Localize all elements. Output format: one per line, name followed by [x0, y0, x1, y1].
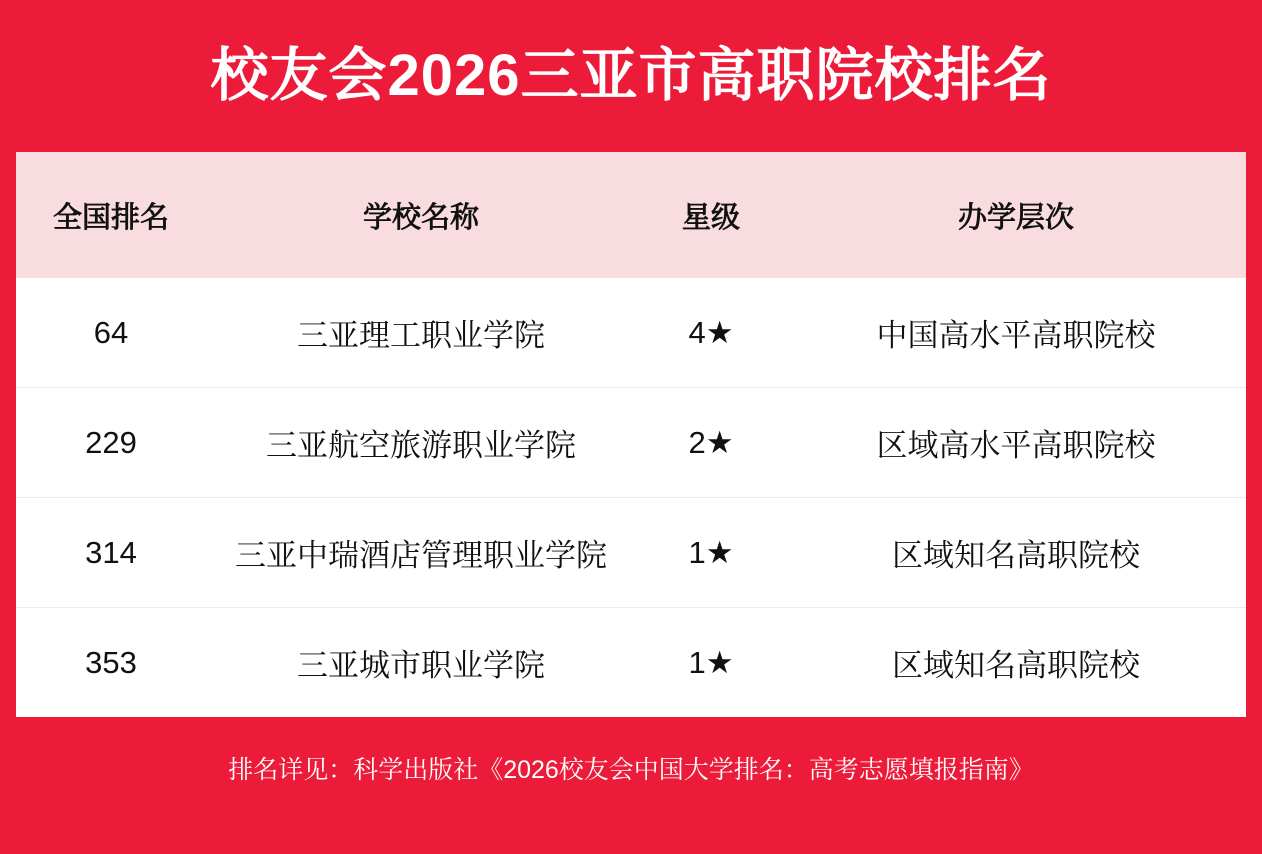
cell-star-rating: 1★ — [636, 498, 786, 608]
table-row — [16, 388, 1246, 498]
column-header-level: 办学层次 — [786, 152, 1246, 278]
title-bar — [0, 0, 1262, 152]
table-row — [16, 498, 1246, 608]
cell-rank: 353 — [16, 608, 206, 718]
cell-rank: 229 — [16, 388, 206, 498]
table-header — [16, 152, 1246, 278]
table-row — [16, 278, 1246, 388]
cell-star-rating: 1★ — [636, 608, 786, 718]
footer-note: 排名详见：科学出版社《2026校友会中国大学排名：高考志愿填报指南》 — [228, 756, 1034, 784]
cell-school-name: 三亚理工职业学院 — [206, 278, 636, 388]
column-header-rank: 全国排名 — [16, 152, 206, 278]
page-title: 校友会2026三亚市高职院校排名 — [210, 43, 1052, 108]
ranking-table-container — [16, 152, 1246, 717]
cell-level: 区域知名高职院校 — [786, 608, 1246, 718]
column-header-name: 学校名称 — [206, 152, 636, 278]
cell-school-name: 三亚中瑞酒店管理职业学院 — [206, 498, 636, 608]
table-body — [16, 278, 1246, 717]
cell-star-rating: 4★ — [636, 278, 786, 388]
cell-school-name: 三亚航空旅游职业学院 — [206, 388, 636, 498]
cell-school-name: 三亚城市职业学院 — [206, 608, 636, 718]
table-row — [16, 608, 1246, 718]
footer-bar — [0, 717, 1262, 819]
cell-star-rating: 2★ — [636, 388, 786, 498]
cell-level: 区域知名高职院校 — [786, 498, 1246, 608]
cell-rank: 64 — [16, 278, 206, 388]
cell-level: 区域高水平高职院校 — [786, 388, 1246, 498]
cell-rank: 314 — [16, 498, 206, 608]
column-header-star: 星级 — [636, 152, 786, 278]
cell-level: 中国高水平高职院校 — [786, 278, 1246, 388]
table-header-row — [16, 152, 1246, 278]
ranking-table — [16, 152, 1246, 717]
